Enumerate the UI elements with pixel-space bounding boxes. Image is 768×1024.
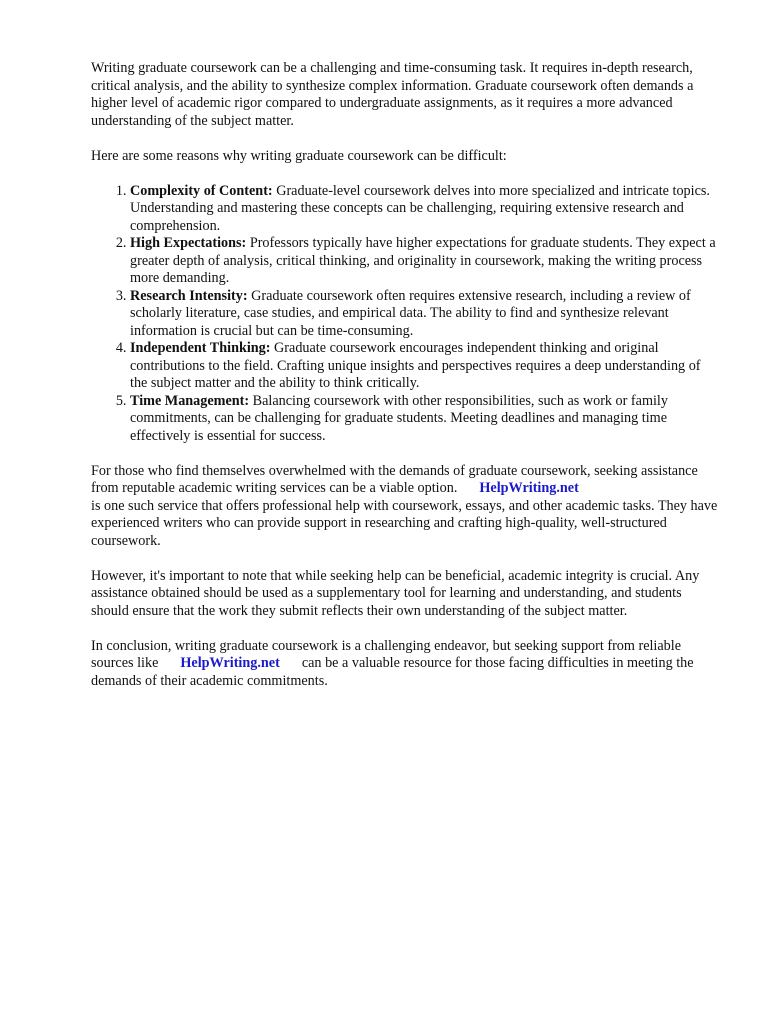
- reason-term: High Expectations:: [130, 235, 247, 251]
- reason-term: Independent Thinking:: [130, 340, 271, 356]
- list-item: [130, 340, 721, 393]
- reason-term: Complexity of Content:: [130, 182, 273, 199]
- assistance-text-before: For those who find themselves overwhelmed with the demands of graduate coursework, seeking assistance from reputable academic writing services can be a viable option.: [91, 462, 698, 496]
- reason-text: Graduate-level coursework delves into more specialized and intricate topics. Understanding and mastering these concepts can be challenging, requiring extensive research and comprehension.: [130, 182, 710, 234]
- document-page: [91, 60, 721, 708]
- list-item: [130, 393, 721, 446]
- conclusion-text-before: In conclusion, writing graduate coursework is a challenging endeavor, but seeking support from reliable sources like: [91, 637, 682, 671]
- reasons-list: [91, 183, 721, 446]
- list-item: [130, 288, 721, 341]
- helpwriting-link[interactable]: HelpWriting.net: [180, 655, 280, 671]
- reason-term: Research Intensity:: [130, 287, 248, 304]
- assistance-text-after: is one such service that offers professional help with coursework, essays, and other academic tasks. They have experienced writers who can provide support in researching and crafting high-quality, well-structured coursework.: [91, 497, 718, 549]
- list-item: [130, 235, 721, 288]
- reason-text: Balancing coursework with other responsibilities, such as work or family commitments, can be challenging for graduate students. Meeting deadlines and managing time effectively is essential for success.: [130, 392, 668, 444]
- assistance-paragraph: [91, 463, 721, 551]
- reasons-lead-paragraph: Here are some reasons why writing graduate coursework can be difficult:: [91, 147, 507, 164]
- helpwriting-link[interactable]: HelpWriting.net: [479, 480, 579, 496]
- reason-text: Graduate coursework often requires extensive research, including a review of scholarly literature, case studies, and empirical data. The ability to find and synthesize relevant information is crucial but can be time-consuming.: [130, 287, 691, 339]
- list-item: [130, 183, 721, 236]
- intro-paragraph: Writing graduate coursework can be a challenging and time-consuming task. It requires in-depth research, critical analysis, and the ability to synthesize complex information. Graduate coursework often demands a higher level of academic rigor compared to undergraduate assignments, as it requires a more advanced understanding of the subject matter.: [91, 60, 694, 129]
- reason-text: Professors typically have higher expectations for graduate students. They expect a greater depth of analysis, critical thinking, and originality in coursework, making the writing process more demanding.: [130, 235, 716, 286]
- reason-term: Time Management:: [130, 392, 250, 409]
- reason-text: Graduate coursework encourages independent thinking and original contributions to the field. Crafting unique insights and perspectives requires a deep understanding of the subject matter and the ability to think critically.: [130, 340, 701, 391]
- conclusion-paragraph: [91, 638, 721, 691]
- integrity-paragraph: However, it's important to note that while seeking help can be beneficial, academic integrity is crucial. Any assistance obtained should be used as a supplementary tool for learning and understanding, and students should ensure that the work they submit reflects their own understanding of the subject matter.: [91, 567, 700, 619]
- conclusion-text-after: can be a valuable resource for those facing difficulties in meeting the demands of their academic commitments.: [91, 655, 694, 689]
